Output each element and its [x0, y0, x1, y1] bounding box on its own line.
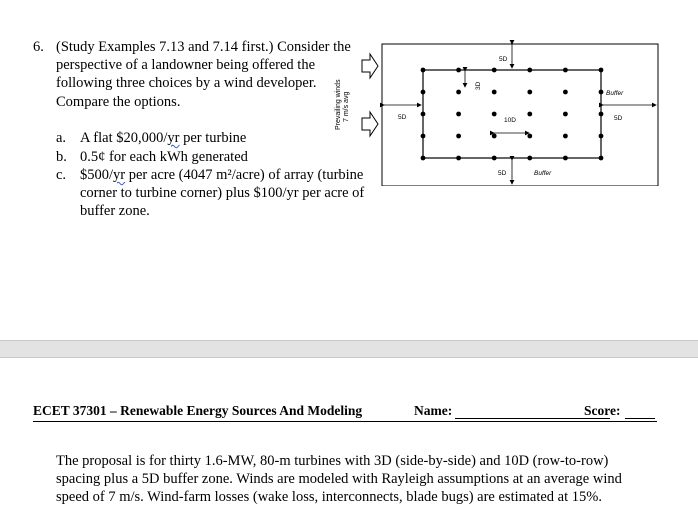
turbine-marker — [421, 112, 426, 117]
score-label: Score: — [584, 403, 621, 418]
label-buffer-bottom: Buffer — [534, 170, 552, 177]
turbine-marker — [527, 112, 532, 117]
turbine-marker — [492, 156, 497, 161]
problem-stem: (Study Examples 7.13 and 7.14 first.) Consider the perspective of a landowner being offered the following three choices by a wind developer. Compare the options. — [56, 39, 351, 110]
turbine-marker — [599, 156, 604, 161]
label-5d-bottom: 5D — [498, 170, 507, 177]
course-header — [33, 403, 657, 422]
turbine-marker — [599, 134, 604, 139]
wind-farm-layout-figure — [332, 40, 662, 186]
turbine-marker — [456, 68, 461, 73]
option-text: 0.5¢ for each kWh generated — [80, 149, 248, 165]
turbine-marker — [563, 112, 568, 117]
wind-arrow-icon — [362, 112, 378, 136]
turbine-marker — [599, 90, 604, 95]
page-separator — [0, 340, 698, 358]
spelling-flag: yr — [167, 130, 180, 146]
svg-text:Prevailing winds: Prevailing winds — [335, 79, 342, 130]
label-5d-right: 5D — [614, 115, 623, 122]
label-buffer-right: Buffer — [606, 90, 624, 97]
option-letter: b. — [56, 149, 67, 165]
course-title: ECET 37301 – Renewable Energy Sources And Modeling — [33, 403, 363, 418]
turbine-grid — [421, 68, 604, 161]
proposal-paragraph: The proposal is for thirty 1.6-MW, 80-m turbines with 3D (side-by-side) and 10D (row-to-row) spacing plus a 5D buffer zone. Winds are modeled with Rayleigh assumptions at an average wind speed of 7 m/s. Wind-farm losses (wake loss, interconnects, blade bugs) are estimated at 15%. — [56, 453, 622, 505]
turbine-marker — [456, 134, 461, 139]
turbine-marker — [421, 90, 426, 95]
turbine-marker — [456, 112, 461, 117]
turbine-marker — [492, 134, 497, 139]
svg-text:7 m/s avg: 7 m/s avg — [343, 91, 350, 122]
turbine-marker — [492, 112, 497, 117]
option-text: $500/yr per acre (4047 m²/acre) of array (turbine corner to turbine corner) plus $100/yr per acre of buffer zone. — [80, 167, 365, 220]
turbine-marker — [563, 134, 568, 139]
spelling-flag: yr — [113, 167, 126, 183]
label-5d-top: 5D — [499, 56, 508, 63]
wind-arrow-icon — [362, 54, 378, 78]
turbine-marker — [421, 68, 426, 73]
turbine-marker — [599, 112, 604, 117]
turbine-marker — [492, 68, 497, 73]
turbine-marker — [492, 90, 497, 95]
name-label: Name: — [414, 403, 453, 418]
turbine-marker — [527, 156, 532, 161]
turbine-marker — [563, 156, 568, 161]
turbine-marker — [527, 134, 532, 139]
turbine-marker — [456, 156, 461, 161]
label-10d: 10D — [504, 117, 516, 124]
turbine-marker — [563, 90, 568, 95]
problem-number: 6. — [33, 39, 44, 55]
label-5d-left: 5D — [398, 114, 407, 121]
turbine-marker — [421, 134, 426, 139]
option-letter: a. — [56, 130, 67, 146]
turbine-marker — [599, 68, 604, 73]
turbine-marker — [456, 90, 461, 95]
score-field[interactable] — [625, 418, 655, 419]
prevailing-wind-label — [335, 79, 350, 130]
option-letter: c. — [56, 167, 67, 183]
turbine-marker — [527, 90, 532, 95]
label-3d: 3D — [475, 81, 482, 90]
turbine-marker — [421, 156, 426, 161]
option-text: A flat $20,000/yr per turbine — [80, 130, 247, 146]
turbine-marker — [527, 68, 532, 73]
array-boundary — [423, 70, 601, 158]
turbine-marker — [563, 68, 568, 73]
